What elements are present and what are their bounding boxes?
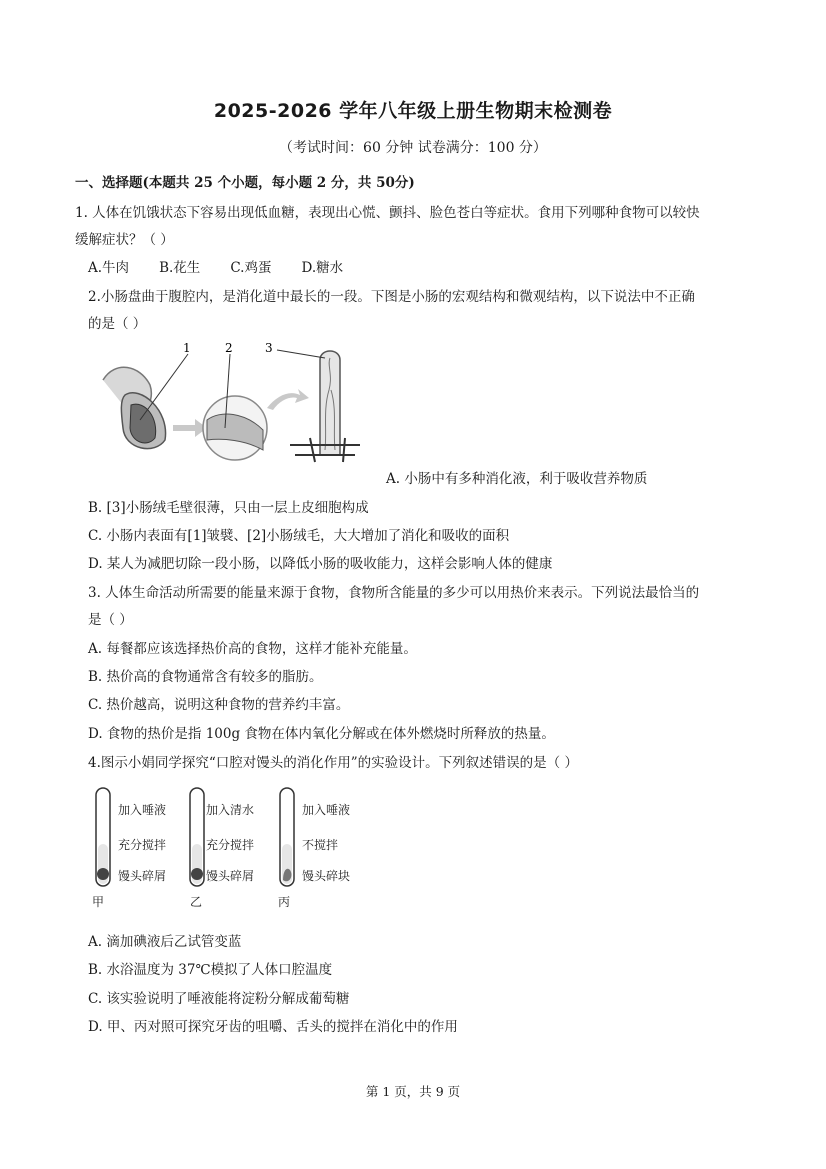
tube-bing-l2: 不搅拌 xyxy=(302,838,339,852)
q3-option-b: B. 热价高的食物通常含有较多的脂肪。 xyxy=(88,669,323,685)
tube-bing-l3: 馒头碎块 xyxy=(302,869,351,883)
tube-jia-l2: 充分搅拌 xyxy=(118,838,167,852)
figure-label-1: 1 xyxy=(183,341,191,355)
q3-option-d: D. 食物的热价是指 100g 食物在体内氧化分解或在体外燃烧时所释放的热量。 xyxy=(88,726,555,742)
tube-bing-l1: 加入唾液 xyxy=(302,803,351,817)
q3-line2: 是（ ） xyxy=(88,612,133,628)
q4-option-a: A. 滴加碘液后乙试管变蓝 xyxy=(88,934,242,950)
q4-option-d: D. 甲、丙对照可探究牙齿的咀嚼、舌头的搅拌在消化中的作用 xyxy=(88,1019,458,1035)
q1-options: A.牛肉 B.花生 C.鸡蛋 D.糖水 xyxy=(88,260,344,276)
arrow-1-shape xyxy=(173,419,207,437)
q4-option-c: C. 该实验说明了唾液能将淀粉分解成葡萄糖 xyxy=(88,991,350,1007)
arrow-2-shape xyxy=(267,389,309,410)
tube-yi-l1: 加入清水 xyxy=(206,803,255,817)
tube-yi-l3: 馒头碎屑 xyxy=(206,869,255,883)
page-title: 2025-2026 学年八年级上册生物期末检测卷 xyxy=(213,100,613,122)
tube-yi-bread xyxy=(191,868,203,880)
q2-option-c: C. 小肠内表面有[1]皱襞、[2]小肠绒毛，大大增加了消化和吸收的面积 xyxy=(88,528,510,544)
tube-yi-l2: 充分搅拌 xyxy=(206,838,255,852)
q1-line1: 1. 人体在饥饿状态下容易出现低血糖，表现出心慌、颤抖、脸色苍白等症状。食用下列哪种食物可以较快 xyxy=(75,205,700,221)
q4-option-b: B. 水浴温度为 37℃模拟了人体口腔温度 xyxy=(88,962,333,978)
tube-bing-name: 丙 xyxy=(278,895,291,909)
tube-jia-l1: 加入唾液 xyxy=(118,803,167,817)
q3-option-a: A. 每餐都应该选择热价高的食物，这样才能补充能量。 xyxy=(88,641,417,657)
q2-option-d: D. 某人为减肥切除一段小肠，以降低小肠的吸收能力，这样会影响人体的健康 xyxy=(88,556,553,572)
tube-jia-name: 甲 xyxy=(92,895,105,909)
q2-option-a: A. 小肠中有多种消化液，利于吸收营养物质 xyxy=(386,471,648,487)
intestine-figure xyxy=(95,340,365,465)
q3-line1: 3. 人体生命活动所需要的能量来源于食物，食物所含能量的多少可以用热价来表示。下列说法最恰当的 xyxy=(88,585,700,601)
q4-line1: 4.图示小娟同学探究“口腔对馒头的消化作用”的实验设计。下列叙述错误的是（ ） xyxy=(88,755,578,771)
q2-line1: 2.小肠盘曲于腹腔内，是消化道中最长的一段。下图是小肠的宏观结构和微观结构，以下说法中不正确 xyxy=(88,289,695,305)
page-footer: 第 1 页，共 9 页 xyxy=(365,1084,461,1099)
exam-info: （考试时间：60 分钟 试卷满分：100 分） xyxy=(279,140,547,156)
figure-label-3: 3 xyxy=(265,341,273,355)
villus-shape xyxy=(320,351,340,455)
figure-label-2: 2 xyxy=(225,341,233,355)
test-tube-figure xyxy=(90,782,380,912)
q2-option-b: B. [3]小肠绒毛壁很薄，只由一层上皮细胞构成 xyxy=(88,500,369,516)
label-line-3 xyxy=(277,350,325,358)
q3-option-c: C. 热价越高，说明这种食物的营养约丰富。 xyxy=(88,697,350,713)
tube-jia-bread xyxy=(97,868,109,880)
tube-jia-l3: 馒头碎屑 xyxy=(118,869,167,883)
q2-line2: 的是（ ） xyxy=(88,316,147,332)
q1-line2: 缓解症状？（ ） xyxy=(75,232,174,248)
section-heading: 一、选择题(本题共 25 个小题，每小题 2 分，共 50分) xyxy=(75,175,415,191)
tube-yi-name: 乙 xyxy=(190,895,203,909)
